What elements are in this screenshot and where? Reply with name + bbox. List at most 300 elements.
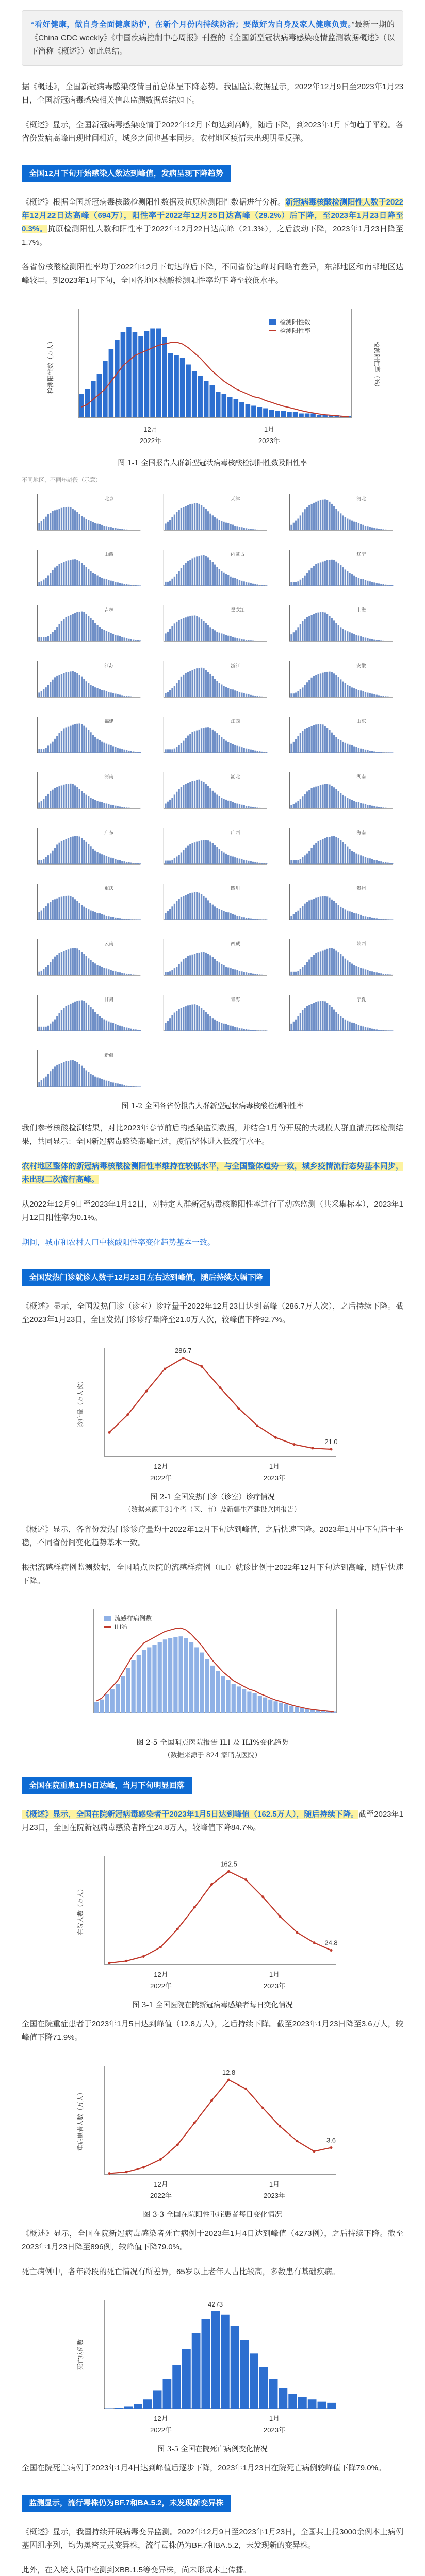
province-bar: [214, 517, 216, 530]
data-point: [125, 2171, 128, 2173]
province-bar: [295, 1020, 297, 1031]
province-bar: [58, 509, 60, 530]
province-bar: [88, 1005, 89, 1031]
province-bar: [92, 1009, 94, 1031]
y-label: 诊疗量（万人次）: [77, 1377, 84, 1428]
province-bar: [81, 1066, 83, 1087]
province-bar: [248, 861, 249, 864]
province-bar: [230, 577, 231, 586]
province-bar: [79, 950, 80, 975]
province-bar: [63, 785, 64, 808]
province-bar: [58, 733, 60, 753]
province-bar: [256, 807, 258, 808]
province-bar: [137, 585, 139, 586]
province-bar: [250, 695, 251, 697]
province-bar: [293, 804, 295, 808]
province-bar: [165, 582, 166, 586]
province-bar: [347, 911, 348, 920]
province-bar: [209, 1016, 211, 1031]
province-bar: [74, 1061, 76, 1087]
province-name: 江西: [230, 719, 240, 724]
ili-bar: [126, 1668, 130, 1713]
province-bar: [203, 782, 204, 808]
province-bar: [41, 749, 42, 753]
province-bar: [83, 565, 85, 586]
province-bar: [191, 1005, 193, 1031]
province-bar: [248, 806, 249, 808]
province-bar: [187, 736, 188, 753]
province-bar: [180, 1008, 182, 1031]
legend-swatch-bar: [104, 1616, 111, 1621]
province-bar: [300, 859, 301, 864]
province-bar: [304, 685, 306, 697]
province-bar: [169, 581, 171, 586]
province-chart: [279, 489, 398, 539]
province-bar: [83, 1068, 85, 1087]
year-label-2022: 2022年: [150, 2192, 172, 2199]
province-chart-svg: [153, 767, 272, 818]
ili-bar: [163, 1639, 167, 1713]
province-bar: [351, 964, 353, 975]
province-bar: [38, 523, 40, 530]
province-bar: [180, 508, 182, 530]
section-banner-4: 监测显示，流行毒株仍为BF.7和BA.5.2，未发现新变异株: [22, 2495, 231, 2512]
province-bar: [324, 726, 326, 753]
province-bar: [86, 728, 87, 753]
province-bar: [117, 529, 119, 530]
province-bar: [167, 802, 168, 808]
province-bar: [94, 1077, 96, 1087]
province-bar: [128, 585, 129, 586]
positives-bar: [168, 353, 173, 417]
province-bar: [342, 742, 344, 753]
province-name: 湖北: [230, 774, 240, 779]
legend-label-line: ILI%: [115, 1623, 127, 1631]
chart-positives-rate: [32, 299, 393, 453]
province-bar: [117, 582, 119, 586]
province-bar: [248, 918, 249, 920]
province-bar: [311, 568, 313, 586]
province-bar: [187, 561, 188, 586]
figure-3-1-caption: 图 3-1 全国医院在院新冠病毒感染者每日变化情况: [132, 2001, 293, 2009]
province-bar: [187, 783, 188, 808]
province-bar: [238, 1028, 240, 1031]
province-chart-svg: [279, 545, 398, 595]
province-bar: [259, 974, 260, 975]
province-bar: [221, 737, 222, 753]
province-bar: [252, 862, 254, 864]
death-bar: [143, 2399, 152, 2409]
province-bar: [250, 861, 251, 864]
province-bar: [178, 745, 179, 753]
province-bar: [63, 673, 64, 697]
province-bar: [313, 845, 315, 864]
province-bar: [293, 582, 295, 586]
province-chart: [27, 656, 146, 706]
province-name: 福建: [104, 719, 114, 724]
province-chart-svg: [27, 934, 146, 985]
province-bar: [311, 957, 313, 975]
death-bar: [240, 2340, 249, 2409]
province-bar: [306, 617, 308, 641]
province-name: 山东: [356, 719, 366, 724]
province-bar: [165, 804, 166, 808]
province-bar: [76, 901, 78, 920]
province-bar: [47, 514, 49, 530]
province-bar: [68, 507, 69, 530]
province-bar: [76, 724, 78, 753]
province-bar: [211, 905, 213, 920]
ili-bar: [184, 1638, 188, 1713]
province-bar: [79, 837, 80, 864]
province-bar: [326, 500, 328, 530]
province-bar: [225, 1024, 226, 1031]
year-label-2022: 2022年: [150, 1474, 172, 1482]
province-bar: [119, 636, 121, 641]
province-bar: [86, 567, 87, 586]
province-bar: [167, 861, 168, 864]
province-bar: [96, 801, 98, 808]
province-bar: [336, 737, 337, 753]
province-bar: [70, 837, 71, 864]
province-bar: [50, 1024, 51, 1031]
province-bar: [56, 736, 58, 753]
province-bar: [99, 913, 101, 920]
positives-bar: [156, 329, 161, 418]
province-bar: [369, 527, 371, 530]
province-bar: [338, 791, 339, 808]
data-point: [108, 1962, 111, 1964]
province-bar: [43, 908, 44, 920]
province-bar: [336, 1012, 337, 1031]
province-bar: [381, 861, 382, 864]
ili-bar: [147, 1647, 151, 1713]
province-bar: [128, 1086, 129, 1087]
province-bar: [81, 516, 83, 530]
province-bar: [363, 525, 364, 530]
province-chart-svg: [27, 711, 146, 762]
death-bar: [250, 2353, 258, 2409]
province-bar: [320, 612, 321, 641]
province-chart: [27, 990, 146, 1040]
province-bar: [333, 620, 335, 641]
province-bar: [180, 619, 182, 641]
province-bar: [126, 696, 127, 697]
province-bar: [336, 675, 337, 697]
province-bar: [90, 1007, 91, 1031]
province-bar: [374, 860, 375, 864]
province-bar: [45, 967, 46, 975]
province-bar: [340, 840, 341, 864]
province-bar: [291, 744, 292, 753]
province-bar: [322, 562, 324, 586]
province-bar: [234, 745, 236, 753]
p8-highlight: 期间，城市和农村人口中核酸阳性率变化趋势基本一致。: [22, 1238, 216, 1247]
province-bar: [261, 752, 263, 753]
province-bar: [169, 1018, 171, 1031]
province-bar: [180, 568, 182, 586]
province-bar: [72, 671, 74, 697]
province-bar: [315, 787, 317, 808]
province-bar: [99, 740, 101, 753]
data-point: [126, 1413, 129, 1416]
province-bar: [218, 909, 220, 920]
province-bar: [358, 802, 359, 808]
province-bar: [126, 1086, 127, 1087]
province-bar: [117, 972, 119, 975]
province-bar: [367, 970, 368, 975]
figure-3-5: [22, 2290, 403, 2454]
province-bar: [90, 618, 91, 641]
province-bar: [295, 582, 297, 586]
province-bar: [243, 972, 244, 975]
province-bar: [52, 632, 53, 641]
data-point: [293, 1443, 296, 1446]
data-point: [227, 2079, 230, 2081]
province-bar: [79, 612, 80, 641]
province-bar: [103, 915, 105, 920]
province-bar: [88, 958, 89, 975]
province-bar: [252, 584, 254, 586]
province-bar: [298, 519, 299, 530]
province-bar: [311, 504, 313, 530]
province-bar: [374, 640, 375, 641]
province-bar: [124, 1027, 125, 1031]
province-bar: [360, 636, 362, 641]
province-bar: [376, 807, 378, 808]
province-bar: [238, 527, 240, 530]
province-name: 黑龙江: [230, 607, 245, 613]
province-bar: [194, 1004, 195, 1031]
province-bar: [250, 750, 251, 753]
province-bar: [369, 639, 371, 641]
province-bar: [223, 522, 224, 530]
province-name: 内蒙古: [230, 552, 245, 557]
province-bar: [336, 837, 337, 864]
province-bar: [171, 906, 173, 920]
province-bar: [72, 509, 74, 530]
paragraph-18: 此外，在入境人员中检测到XBB.1.5等变异株，尚未形成本土传播。: [22, 2566, 252, 2574]
province-bar: [342, 515, 344, 530]
province-bar: [256, 862, 258, 864]
positives-bar: [287, 412, 292, 417]
death-bar: [192, 2333, 201, 2409]
province-bar: [216, 681, 218, 697]
province-bar: [139, 640, 141, 641]
province-bar: [45, 796, 46, 808]
province-bar: [329, 672, 331, 697]
province-bar: [189, 504, 191, 530]
province-bar: [266, 919, 267, 920]
province-bar: [293, 860, 295, 864]
province-bar: [183, 618, 184, 641]
province-bar: [115, 693, 116, 697]
province-bar: [254, 1030, 256, 1031]
province-bar: [320, 562, 321, 586]
province-bar: [103, 803, 105, 808]
ili-bar: [121, 1676, 125, 1713]
province-bar: [94, 800, 96, 809]
province-bar: [189, 893, 191, 920]
province-name: 新疆: [104, 1053, 114, 1058]
province-bar: [385, 862, 386, 864]
province-bar: [342, 1018, 344, 1031]
y-label: 在院人数（万人）: [77, 1885, 84, 1936]
province-bar: [383, 752, 384, 753]
province-bar: [41, 801, 42, 808]
year-label-2023: 2023年: [264, 1982, 285, 1990]
province-bar: [338, 511, 339, 530]
province-bar: [313, 566, 315, 586]
province-bar: [308, 616, 310, 642]
province-bar: [47, 1026, 49, 1031]
province-bar: [112, 693, 114, 697]
province-bar: [106, 691, 107, 697]
province-bar: [139, 1086, 141, 1087]
province-bar: [232, 578, 233, 586]
province-bar: [56, 627, 58, 641]
province-bar: [232, 689, 233, 697]
province-bar: [353, 634, 355, 641]
province-bar: [248, 1030, 249, 1031]
province-bar: [47, 794, 49, 808]
province-bar: [63, 1062, 64, 1087]
positives-bar: [317, 415, 322, 417]
province-bar: [318, 563, 319, 586]
province-bar: [66, 617, 67, 641]
province-bar: [300, 689, 301, 697]
province-bar: [101, 967, 103, 975]
fever-clinic-line: [109, 1358, 331, 1449]
province-bar: [333, 787, 335, 808]
province-bar: [187, 956, 188, 975]
province-bar: [176, 1011, 177, 1031]
province-bar: [185, 848, 186, 864]
province-bar: [191, 781, 193, 808]
province-bar: [196, 616, 198, 641]
province-bar: [363, 691, 364, 697]
province-bar: [117, 918, 119, 920]
province-bar: [320, 840, 321, 864]
province-bar: [306, 902, 308, 920]
province-bar: [110, 1082, 111, 1087]
province-bar: [81, 724, 83, 753]
province-bar: [96, 688, 98, 697]
province-bar: [61, 621, 62, 641]
province-bar: [342, 908, 344, 920]
death-bar: [298, 2397, 307, 2409]
province-bar: [135, 752, 136, 753]
province-bar: [234, 578, 236, 586]
province-bar: [381, 807, 382, 808]
province-bar: [198, 841, 200, 864]
positives-bar: [222, 394, 227, 417]
province-bar: [112, 634, 114, 641]
ili-bar: [137, 1655, 141, 1713]
province-bar: [173, 904, 175, 920]
province-bar: [331, 948, 333, 975]
province-bar: [121, 919, 123, 920]
province-bar: [356, 913, 357, 920]
province-bar: [68, 672, 69, 697]
province-bar: [358, 578, 359, 586]
province-bar: [86, 1070, 87, 1087]
province-small-multiples: [27, 489, 398, 1096]
ili-bar: [94, 1702, 99, 1713]
province-bar: [378, 583, 380, 586]
data-point: [210, 2099, 213, 2102]
province-bar: [45, 578, 46, 586]
province-bar: [79, 1001, 80, 1031]
province-bar: [236, 638, 238, 641]
data-point: [176, 2143, 179, 2146]
positives-bar: [180, 358, 185, 417]
ili-bar: [152, 1645, 156, 1713]
province-bar: [320, 1001, 321, 1031]
province-bar: [47, 855, 49, 864]
province-bar: [298, 860, 299, 864]
province-bar: [351, 521, 353, 530]
p3-highlight: 新冠病毒核酸检测阳性人数于2022年12月22日达高峰（694万），阳性率于2022年12月25日达高峰（29.2%）后下降，至2023年1月23日降至0.3%。: [22, 198, 403, 233]
province-bar: [306, 507, 308, 530]
province-bar: [86, 956, 87, 975]
province-bar: [74, 559, 76, 586]
province-bar: [72, 1003, 74, 1031]
province-bar: [227, 742, 229, 753]
province-bar: [119, 695, 121, 697]
province-bar: [295, 860, 297, 864]
province-bar: [169, 520, 171, 530]
province-bar: [198, 953, 200, 975]
province-bar: [340, 907, 341, 920]
province-bar: [50, 744, 51, 753]
province-bar: [171, 970, 173, 975]
province-bar: [126, 750, 127, 753]
province-bar: [223, 739, 224, 753]
province-bar: [110, 858, 111, 864]
province-bar: [119, 807, 121, 808]
province-bar: [338, 677, 339, 697]
province-bar: [205, 670, 206, 697]
province-bar: [108, 1081, 109, 1087]
province-bar: [56, 787, 58, 808]
province-bar: [169, 690, 171, 697]
province-bar: [329, 616, 331, 642]
province-bar: [101, 525, 103, 530]
province-bar: [232, 525, 233, 530]
ili-bar: [178, 1636, 183, 1713]
province-bar: [358, 748, 359, 753]
province-bar: [246, 749, 247, 753]
province-bar: [261, 1030, 263, 1031]
province-bar: [90, 798, 91, 808]
province-bar: [254, 974, 256, 975]
ili-bar: [200, 1653, 204, 1713]
province-bar: [52, 742, 53, 753]
province-bar: [389, 585, 391, 586]
province-bar: [250, 1030, 251, 1031]
province-bar: [133, 640, 134, 641]
province-bar: [191, 558, 193, 586]
data-point: [296, 1931, 298, 1934]
province-chart-svg: [153, 823, 272, 873]
positives-bar: [115, 340, 120, 417]
positives-bar: [227, 397, 233, 417]
province-bar: [345, 1020, 346, 1031]
province-bar: [38, 972, 40, 975]
province-bar: [331, 672, 333, 697]
province-bar: [38, 860, 40, 864]
